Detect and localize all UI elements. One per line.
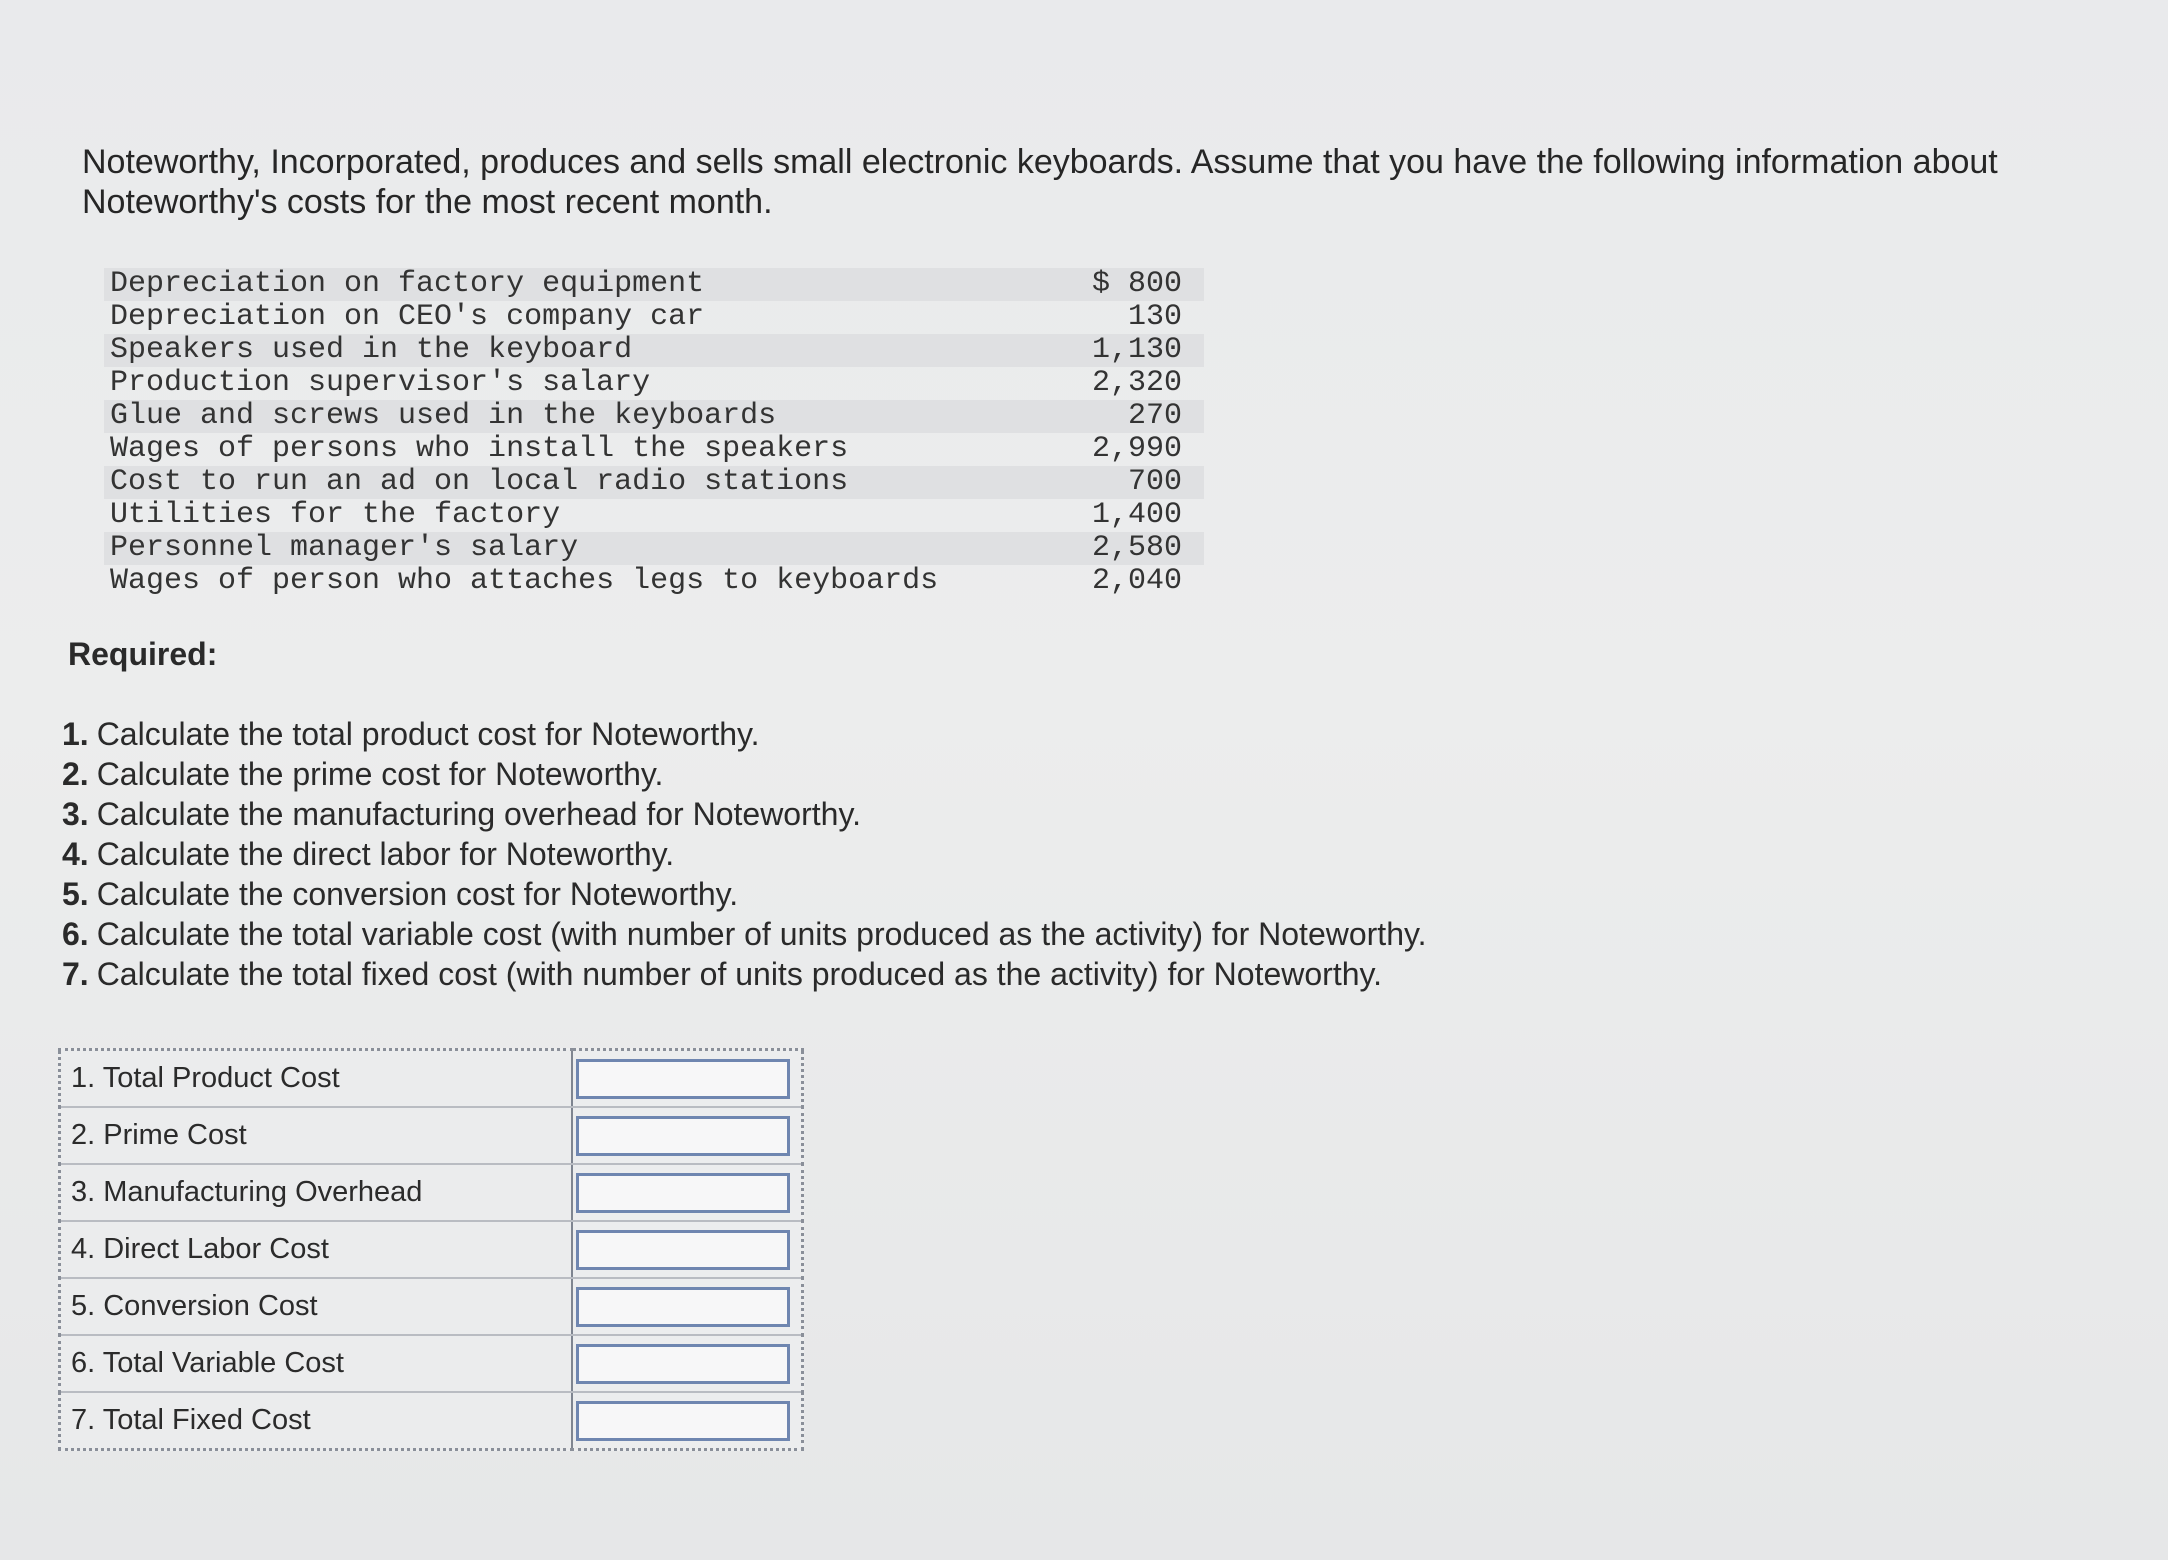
- requirement-number: 4.: [62, 836, 89, 872]
- cost-data-table: [104, 268, 1204, 598]
- cost-row: [104, 466, 1204, 499]
- cost-row: [104, 400, 1204, 433]
- answer-cell: [572, 1278, 803, 1335]
- answer-row: [60, 1050, 803, 1108]
- answer-label: 1. Total Product Cost: [60, 1050, 573, 1108]
- requirement-text: Calculate the manufacturing overhead for Noteworthy.: [96, 796, 861, 832]
- answer-row: [60, 1107, 803, 1164]
- answer-label: 7. Total Fixed Cost: [60, 1392, 573, 1450]
- answer-label: 5. Conversion Cost: [60, 1278, 573, 1335]
- cost-amount: 270: [1127, 399, 1182, 433]
- answer-row: [60, 1278, 803, 1335]
- requirement-text: Calculate the total fixed cost (with number of units produced as the activity) for Noteworthy.: [96, 956, 1383, 992]
- cost-label: Utilities for the factory: [110, 498, 561, 532]
- manufacturing-overhead-input[interactable]: [576, 1173, 790, 1213]
- answer-label: 2. Prime Cost: [60, 1107, 573, 1164]
- answer-cell: [572, 1335, 803, 1392]
- answer-cell: [572, 1107, 803, 1164]
- requirement-text: Calculate the total product cost for Noteworthy.: [96, 716, 760, 752]
- answer-cell: [572, 1392, 803, 1450]
- cost-label: Depreciation on factory equipment: [110, 267, 705, 301]
- answer-cell: [572, 1221, 803, 1278]
- answer-table: [58, 1048, 804, 1451]
- cost-label: Personnel manager's salary: [110, 531, 579, 565]
- conversion-cost-input[interactable]: [576, 1287, 790, 1327]
- requirement-text: Calculate the total variable cost (with number of units produced as the activity) for Noteworthy.: [96, 916, 1427, 952]
- requirement-number: 2.: [62, 756, 89, 792]
- cost-amount: 2,580: [1091, 531, 1182, 565]
- requirement-text: Calculate the direct labor for Noteworthy.: [96, 836, 675, 872]
- cost-row: [104, 334, 1204, 367]
- answer-row: [60, 1335, 803, 1392]
- cost-row: [104, 433, 1204, 466]
- cost-row: [104, 268, 1204, 301]
- cost-label: Speakers used in the keyboard: [110, 333, 633, 367]
- cost-amount: 2,040: [1091, 564, 1182, 598]
- requirement-number: 5.: [62, 876, 89, 912]
- prime-cost-input[interactable]: [576, 1116, 790, 1156]
- answer-row: [60, 1392, 803, 1450]
- cost-amount: 2,990: [1091, 432, 1182, 466]
- cost-amount: 1,130: [1091, 333, 1182, 367]
- requirement-item: [62, 714, 1762, 754]
- answer-cell: [572, 1164, 803, 1221]
- answer-cell: [572, 1050, 803, 1108]
- total-fixed-cost-input[interactable]: [576, 1401, 790, 1441]
- total-product-cost-input[interactable]: [576, 1059, 790, 1099]
- answer-label: 3. Manufacturing Overhead: [60, 1164, 573, 1221]
- total-variable-cost-input[interactable]: [576, 1344, 790, 1384]
- answer-label: 4. Direct Labor Cost: [60, 1221, 573, 1278]
- requirement-number: 7.: [62, 956, 89, 992]
- cost-row: [104, 367, 1204, 400]
- cost-amount: 1,400: [1091, 498, 1182, 532]
- requirement-item: [62, 834, 1762, 874]
- cost-amount: 2,320: [1091, 366, 1182, 400]
- answer-row: [60, 1221, 803, 1278]
- cost-label: Glue and screws used in the keyboards: [110, 399, 777, 433]
- requirement-item: [62, 754, 1762, 794]
- cost-row: [104, 499, 1204, 532]
- requirement-number: 1.: [62, 716, 89, 752]
- cost-label: Production supervisor's salary: [110, 366, 651, 400]
- requirement-number: 6.: [62, 916, 89, 952]
- cost-amount: 130: [1127, 300, 1182, 334]
- answer-row: [60, 1164, 803, 1221]
- required-heading: Required:: [68, 636, 218, 672]
- cost-label: Cost to run an ad on local radio stations: [110, 465, 849, 499]
- requirement-item: [62, 914, 1762, 954]
- cost-label: Wages of person who attaches legs to keyboards: [110, 564, 939, 598]
- cost-amount: $ 800: [1091, 267, 1182, 301]
- problem-intro: Noteworthy, Incorporated, produces and sells small electronic keyboards. Assume that you have the following information about Noteworthy's costs for the most recent month.: [82, 143, 1998, 221]
- requirement-item: [62, 954, 1762, 994]
- cost-label: Wages of persons who install the speakers: [110, 432, 849, 466]
- requirement-item: [62, 874, 1762, 914]
- cost-row: [104, 301, 1204, 334]
- requirements-list: [62, 714, 1762, 994]
- requirement-text: Calculate the prime cost for Noteworthy.: [96, 756, 664, 792]
- cost-row: [104, 565, 1204, 598]
- requirement-text: Calculate the conversion cost for Noteworthy.: [96, 876, 739, 912]
- cost-amount: 700: [1127, 465, 1182, 499]
- cost-row: [104, 532, 1204, 565]
- requirement-number: 3.: [62, 796, 89, 832]
- answer-label: 6. Total Variable Cost: [60, 1335, 573, 1392]
- requirement-item: [62, 794, 1762, 834]
- cost-label: Depreciation on CEO's company car: [110, 300, 705, 334]
- direct-labor-cost-input[interactable]: [576, 1230, 790, 1270]
